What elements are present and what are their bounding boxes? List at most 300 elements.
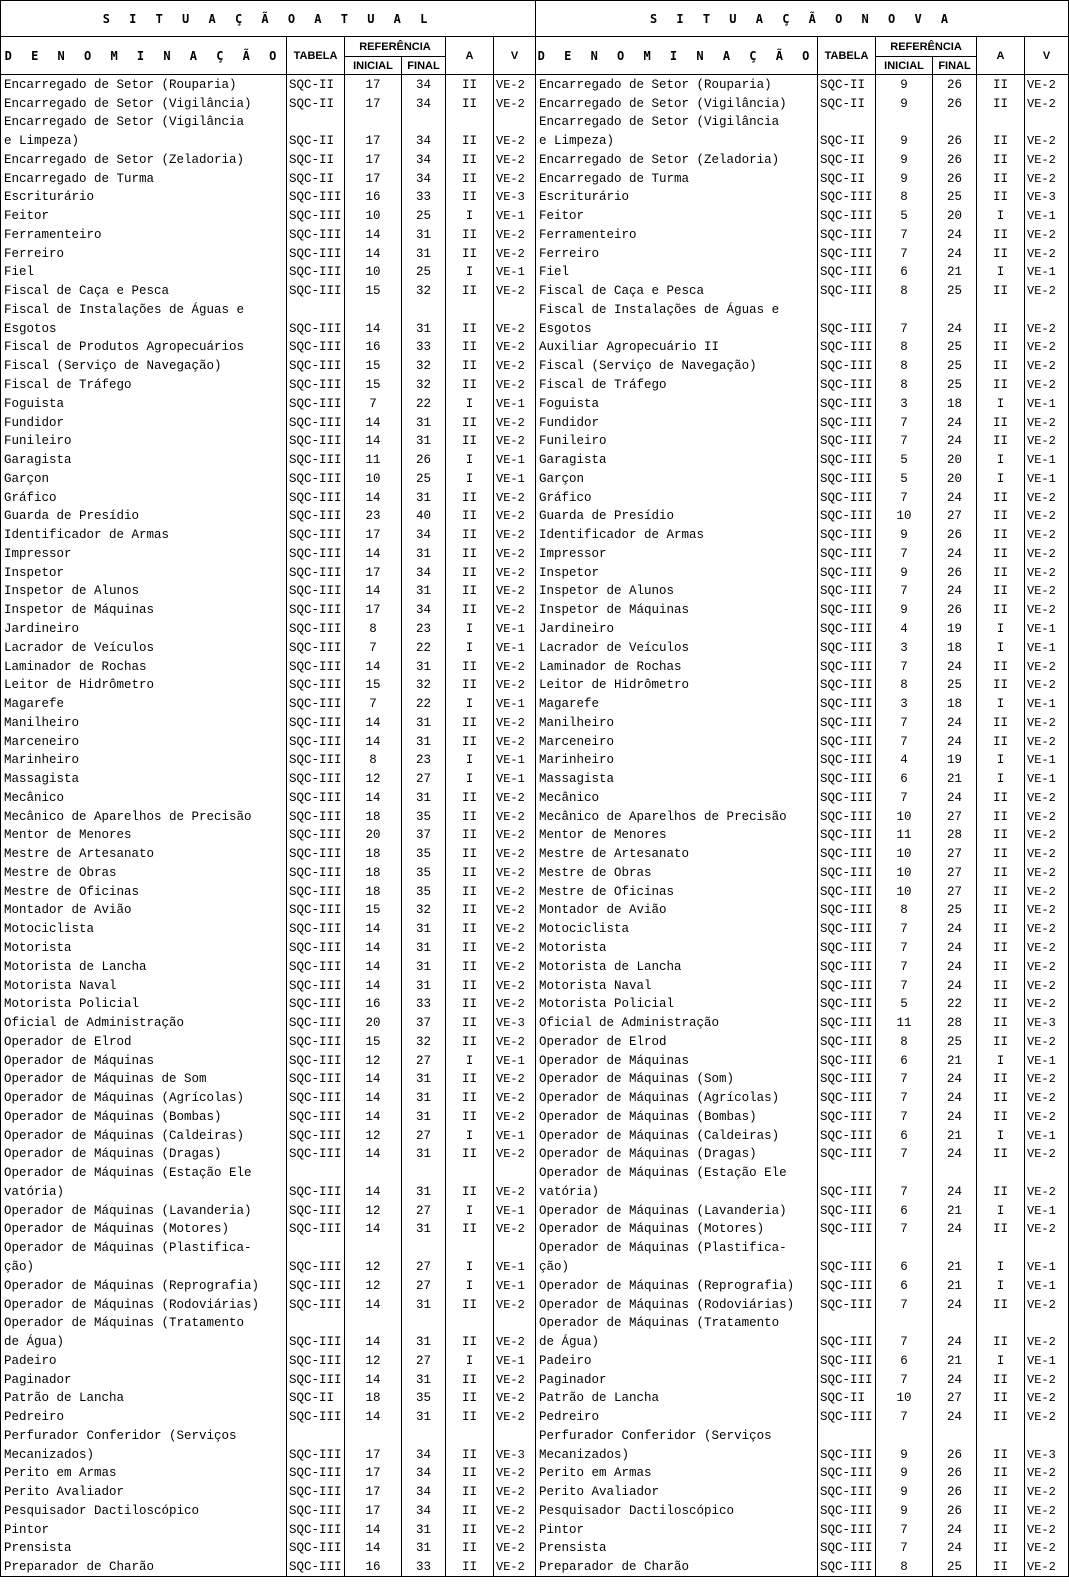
ref-final-nova-cell: 25 (933, 338, 977, 357)
tabela-atual-cell: SQC-III (287, 1539, 345, 1558)
a-nova-cell: I (977, 263, 1025, 282)
a-atual-cell: II (446, 1332, 494, 1351)
v-atual-cell: VE-1 (494, 769, 536, 788)
v-nova-cell: VE-2 (1025, 1520, 1069, 1539)
denominacao-nova-cell: Oficial de Administração (536, 1013, 818, 1032)
tabela-nova-cell: SQC-III (818, 1013, 876, 1032)
v-nova-cell: VE-2 (1025, 976, 1069, 995)
tabela-nova-cell: SQC-III (818, 563, 876, 582)
a-atual-cell: II (446, 432, 494, 451)
table-row (1, 1314, 1069, 1333)
a-nova-cell: II (977, 1088, 1025, 1107)
v-nova-cell: VE-2 (1025, 938, 1069, 957)
table-row (1, 1145, 1069, 1164)
a-nova-cell: II (977, 1445, 1025, 1464)
denominacao-atual-cell: Funileiro (1, 432, 287, 451)
denominacao-atual-cell: Lacrador de Veículos (1, 638, 287, 657)
table-row (1, 1013, 1069, 1032)
v-atual-cell: VE-2 (494, 995, 536, 1014)
tabela-nova-cell: SQC-III (818, 244, 876, 263)
a-atual-cell (446, 300, 494, 319)
ref-inicial-nova-cell: 7 (876, 732, 933, 751)
ref-inicial-atual-cell: 14 (345, 919, 402, 938)
ref-final-atual-cell: 33 (402, 338, 446, 357)
tabela-nova-cell: SQC-III (818, 1220, 876, 1239)
denominacao-atual-cell: Operador de Máquinas (Caldeiras) (1, 1126, 287, 1145)
v-atual-cell: VE-3 (494, 1445, 536, 1464)
v-nova-cell: VE-1 (1025, 694, 1069, 713)
table-row (1, 919, 1069, 938)
ref-final-atual-cell: 23 (402, 619, 446, 638)
v-atual-cell: VE-2 (494, 1332, 536, 1351)
tabela-nova-cell: SQC-III (818, 1520, 876, 1539)
a-atual-cell: II (446, 1501, 494, 1520)
ref-inicial-nova-cell: 8 (876, 356, 933, 375)
ref-final-nova-cell: 21 (933, 1201, 977, 1220)
ref-inicial-nova-cell: 5 (876, 469, 933, 488)
ref-final-atual-cell: 22 (402, 694, 446, 713)
denominacao-atual-cell: Oficial de Administração (1, 1013, 287, 1032)
ref-inicial-atual-cell: 16 (345, 995, 402, 1014)
denominacao-nova-cell: Leitor de Hidrômetro (536, 676, 818, 695)
tabela-nova-cell: SQC-III (818, 600, 876, 619)
a-nova-cell: II (977, 1107, 1025, 1126)
v-atual-cell: VE-1 (494, 263, 536, 282)
denominacao-atual-cell: Massagista (1, 769, 287, 788)
tabela-atual-cell: SQC-III (287, 188, 345, 207)
denominacao-atual-cell: Mestre de Obras (1, 863, 287, 882)
ref-inicial-nova-cell: 7 (876, 1520, 933, 1539)
a-nova-cell: I (977, 638, 1025, 657)
ref-final-nova-cell: 24 (933, 413, 977, 432)
table-row (1, 676, 1069, 695)
v-atual-cell (494, 113, 536, 132)
ref-final-atual-cell: 23 (402, 751, 446, 770)
denominacao-atual-cell: Fiscal de Caça e Pesca (1, 281, 287, 300)
a-nova-cell: II (977, 657, 1025, 676)
ref-final-nova-cell: 26 (933, 1501, 977, 1520)
v-header-nova: V (1025, 37, 1069, 75)
table-row (1, 1051, 1069, 1070)
tabela-nova-cell: SQC-III (818, 1070, 876, 1089)
tabela-nova-cell: SQC-III (818, 1332, 876, 1351)
ref-final-nova-cell: 21 (933, 263, 977, 282)
ref-inicial-atual-cell: 14 (345, 319, 402, 338)
ref-inicial-nova-cell: 7 (876, 713, 933, 732)
denominacao-atual-cell: Perito em Armas (1, 1464, 287, 1483)
table-row (1, 1295, 1069, 1314)
table-row (1, 826, 1069, 845)
v-nova-cell: VE-2 (1025, 826, 1069, 845)
denominacao-atual-cell: Esgotos (1, 319, 287, 338)
a-atual-cell: II (446, 676, 494, 695)
v-atual-cell: VE-2 (494, 1220, 536, 1239)
a-atual-cell: II (446, 563, 494, 582)
a-atual-cell: II (446, 826, 494, 845)
ref-inicial-nova-cell: 3 (876, 638, 933, 657)
ref-final-nova-cell: 27 (933, 507, 977, 526)
denominacao-nova-cell: Esgotos (536, 319, 818, 338)
ref-final-atual-cell: 31 (402, 1182, 446, 1201)
ref-inicial-atual-cell: 10 (345, 263, 402, 282)
denominacao-nova-cell: Operador de Máquinas (Bombas) (536, 1107, 818, 1126)
table-row (1, 1445, 1069, 1464)
ref-inicial-nova-cell: 7 (876, 1295, 933, 1314)
ref-final-atual-cell: 26 (402, 450, 446, 469)
v-nova-cell: VE-1 (1025, 1351, 1069, 1370)
table-row (1, 450, 1069, 469)
table-row (1, 1482, 1069, 1501)
ref-final-atual-cell: 32 (402, 901, 446, 920)
ref-inicial-atual-cell: 7 (345, 638, 402, 657)
v-nova-cell: VE-1 (1025, 619, 1069, 638)
ref-final-nova-cell: 24 (933, 957, 977, 976)
a-atual-cell: II (446, 375, 494, 394)
v-atual-cell: VE-2 (494, 582, 536, 601)
ref-final-nova-cell: 24 (933, 732, 977, 751)
a-nova-cell (977, 1314, 1025, 1333)
denominacao-nova-cell: Fiscal (Serviço de Navegação) (536, 356, 818, 375)
v-atual-cell: VE-2 (494, 901, 536, 920)
tabela-atual-cell: SQC-III (287, 338, 345, 357)
tabela-atual-cell (287, 1314, 345, 1333)
tabela-nova-cell: SQC-III (818, 356, 876, 375)
a-atual-cell: II (446, 356, 494, 375)
denominacao-nova-cell: Inspetor (536, 563, 818, 582)
a-nova-cell: II (977, 169, 1025, 188)
v-nova-cell: VE-2 (1025, 1088, 1069, 1107)
a-nova-cell: II (977, 995, 1025, 1014)
ref-inicial-nova-cell: 7 (876, 1370, 933, 1389)
ref-inicial-atual-cell: 18 (345, 863, 402, 882)
tabela-nova-cell: SQC-III (818, 544, 876, 563)
denominacao-nova-cell: Marceneiro (536, 732, 818, 751)
ref-inicial-nova-cell: 5 (876, 206, 933, 225)
a-nova-cell: II (977, 1464, 1025, 1483)
a-nova-cell: II (977, 225, 1025, 244)
tabela-nova-cell: SQC-III (818, 1501, 876, 1520)
denominacao-atual-cell: Encarregado de Setor (Zeladoria) (1, 150, 287, 169)
a-atual-cell: II (446, 863, 494, 882)
tabela-atual-cell: SQC-III (287, 657, 345, 676)
tabela-nova-cell: SQC-III (818, 338, 876, 357)
ref-final-atual-cell: 34 (402, 169, 446, 188)
ref-inicial-nova-cell (876, 1314, 933, 1333)
tabela-header-nova: TABELA (818, 37, 876, 75)
v-atual-cell: VE-2 (494, 319, 536, 338)
a-atual-cell: II (446, 976, 494, 995)
ref-final-nova-cell (933, 1314, 977, 1333)
a-atual-cell: II (446, 488, 494, 507)
table-row (1, 356, 1069, 375)
v-nova-cell: VE-2 (1025, 413, 1069, 432)
tabela-atual-cell: SQC-III (287, 394, 345, 413)
ref-final-atual-cell: 31 (402, 713, 446, 732)
denominacao-nova-cell: Perito Avaliador (536, 1482, 818, 1501)
tabela-nova-cell: SQC-III (818, 281, 876, 300)
v-nova-cell: VE-2 (1025, 582, 1069, 601)
table-row (1, 206, 1069, 225)
denominacao-atual-cell: Foguista (1, 394, 287, 413)
denominacao-nova-cell: Massagista (536, 769, 818, 788)
tabela-nova-cell: SQC-III (818, 375, 876, 394)
denominacao-nova-cell: Mecânico (536, 788, 818, 807)
a-nova-cell: II (977, 1501, 1025, 1520)
ref-inicial-atual-cell: 14 (345, 1088, 402, 1107)
tabela-nova-cell: SQC-III (818, 882, 876, 901)
v-nova-cell (1025, 1163, 1069, 1182)
a-nova-cell: II (977, 976, 1025, 995)
ref-inicial-nova-cell: 10 (876, 807, 933, 826)
denominacao-atual-cell: Pedreiro (1, 1407, 287, 1426)
denominacao-atual-cell: Operador de Máquinas (Plastifica- (1, 1238, 287, 1257)
ref-inicial-atual-cell: 17 (345, 1482, 402, 1501)
v-atual-cell: VE-2 (494, 938, 536, 957)
v-atual-cell: VE-2 (494, 1539, 536, 1558)
ref-final-atual-cell: 22 (402, 394, 446, 413)
ref-inicial-atual-cell: 14 (345, 976, 402, 995)
ref-inicial-atual-cell: 14 (345, 1407, 402, 1426)
a-atual-cell: I (446, 469, 494, 488)
tabela-atual-cell: SQC-III (287, 938, 345, 957)
tabela-nova-cell: SQC-III (818, 432, 876, 451)
a-nova-cell (977, 300, 1025, 319)
ref-final-atual-cell: 31 (402, 732, 446, 751)
denominacao-nova-cell: Padeiro (536, 1351, 818, 1370)
denominacao-nova-cell: Motorista (536, 938, 818, 957)
denominacao-nova-cell: Manilheiro (536, 713, 818, 732)
ref-final-atual-cell: 31 (402, 244, 446, 263)
ref-final-nova-cell: 26 (933, 75, 977, 94)
v-nova-cell: VE-2 (1025, 1295, 1069, 1314)
v-atual-cell (494, 1163, 536, 1182)
ref-final-atual-cell: 31 (402, 788, 446, 807)
a-nova-cell: II (977, 413, 1025, 432)
a-atual-cell: II (446, 1220, 494, 1239)
ref-final-nova-cell: 21 (933, 1257, 977, 1276)
denominacao-atual-cell: Gráfico (1, 488, 287, 507)
v-nova-cell: VE-2 (1025, 225, 1069, 244)
denominacao-atual-cell: Fiscal de Tráfego (1, 375, 287, 394)
table-row (1, 300, 1069, 319)
a-atual-cell (446, 1238, 494, 1257)
ref-inicial-nova-cell: 7 (876, 1220, 933, 1239)
v-atual-cell (494, 300, 536, 319)
denominacao-atual-cell: Fiel (1, 263, 287, 282)
a-atual-cell: II (446, 225, 494, 244)
ref-final-atual-cell: 31 (402, 919, 446, 938)
v-atual-cell: VE-1 (494, 619, 536, 638)
a-nova-cell: II (977, 1389, 1025, 1408)
denominacao-nova-cell: Pedreiro (536, 1407, 818, 1426)
ref-inicial-atual-cell: 16 (345, 1557, 402, 1576)
denominacao-nova-cell: Fiscal de Instalações de Águas e (536, 300, 818, 319)
v-atual-cell: VE-2 (494, 1557, 536, 1576)
v-nova-cell: VE-2 (1025, 882, 1069, 901)
table-row (1, 957, 1069, 976)
table-row (1, 638, 1069, 657)
tabela-nova-cell: SQC-II (818, 1389, 876, 1408)
tabela-atual-cell: SQC-II (287, 150, 345, 169)
table-row (1, 1426, 1069, 1445)
a-nova-cell: II (977, 507, 1025, 526)
v-atual-cell: VE-2 (494, 1389, 536, 1408)
denominacao-atual-cell: Perfurador Conferidor (Serviços (1, 1426, 287, 1445)
ref-inicial-atual-cell: 12 (345, 1351, 402, 1370)
tabela-atual-cell: SQC-III (287, 713, 345, 732)
ref-inicial-nova-cell: 6 (876, 1126, 933, 1145)
a-nova-cell: II (977, 1407, 1025, 1426)
ref-inicial-nova-cell: 9 (876, 75, 933, 94)
denominacao-atual-cell: Operador de Elrod (1, 1032, 287, 1051)
a-nova-cell: II (977, 1032, 1025, 1051)
v-nova-cell: VE-2 (1025, 919, 1069, 938)
v-atual-cell: VE-2 (494, 356, 536, 375)
v-nova-cell (1025, 1238, 1069, 1257)
tabela-nova-cell: SQC-III (818, 450, 876, 469)
ref-inicial-atual-cell: 14 (345, 488, 402, 507)
ref-inicial-atual-cell: 18 (345, 844, 402, 863)
denominacao-nova-cell: Guarda de Presídio (536, 507, 818, 526)
v-atual-cell: VE-2 (494, 1032, 536, 1051)
tabela-atual-cell: SQC-III (287, 225, 345, 244)
a-nova-cell: II (977, 1220, 1025, 1239)
ref-inicial-nova-cell: 7 (876, 544, 933, 563)
ref-inicial-nova-cell: 6 (876, 1201, 933, 1220)
table-row (1, 694, 1069, 713)
v-atual-cell: VE-1 (494, 1257, 536, 1276)
ref-inicial-atual-cell: 14 (345, 1539, 402, 1558)
a-atual-cell: II (446, 188, 494, 207)
denominacao-atual-cell: Encarregado de Setor (Vigilância) (1, 94, 287, 113)
table-row (1, 1501, 1069, 1520)
ref-inicial-atual-cell: 14 (345, 938, 402, 957)
table-row (1, 901, 1069, 920)
ref-final-nova-cell: 24 (933, 713, 977, 732)
a-atual-cell: II (446, 94, 494, 113)
a-nova-cell: II (977, 525, 1025, 544)
table-row (1, 751, 1069, 770)
a-atual-cell: I (446, 619, 494, 638)
a-nova-cell: II (977, 600, 1025, 619)
ref-inicial-nova-cell: 5 (876, 450, 933, 469)
a-nova-cell: II (977, 188, 1025, 207)
tabela-nova-cell (818, 1426, 876, 1445)
v-nova-cell: VE-1 (1025, 1257, 1069, 1276)
v-nova-cell: VE-2 (1025, 150, 1069, 169)
table-row (1, 976, 1069, 995)
ref-inicial-nova-cell: 8 (876, 375, 933, 394)
ref-inicial-atual-cell: 16 (345, 338, 402, 357)
tabela-atual-cell: SQC-III (287, 976, 345, 995)
denominacao-atual-cell: Operador de Máquinas de Som (1, 1070, 287, 1089)
tabela-atual-cell: SQC-III (287, 450, 345, 469)
a-nova-cell: II (977, 563, 1025, 582)
tabela-nova-cell: SQC-III (818, 188, 876, 207)
v-nova-cell: VE-2 (1025, 788, 1069, 807)
situacao-atual-header: S I T U A Ç Ã O A T U A L (1, 1, 536, 37)
denominacao-nova-cell: Mestre de Obras (536, 863, 818, 882)
denominacao-atual-cell: Encarregado de Turma (1, 169, 287, 188)
a-atual-cell: II (446, 732, 494, 751)
denominacao-atual-cell: Mecanizados) (1, 1445, 287, 1464)
v-atual-cell: VE-1 (494, 751, 536, 770)
tabela-nova-cell: SQC-III (818, 619, 876, 638)
denominacao-atual-cell: Padeiro (1, 1351, 287, 1370)
ref-inicial-nova-cell: 7 (876, 1088, 933, 1107)
tabela-atual-cell: SQC-III (287, 957, 345, 976)
ref-final-atual-cell: 34 (402, 1464, 446, 1483)
denominacao-nova-cell: Operador de Máquinas (Caldeiras) (536, 1126, 818, 1145)
tabela-nova-cell (818, 113, 876, 132)
tabela-nova-cell: SQC-III (818, 844, 876, 863)
tabela-nova-cell: SQC-III (818, 1539, 876, 1558)
a-atual-cell: II (446, 1389, 494, 1408)
denominacao-atual-cell: Operador de Máquinas (Bombas) (1, 1107, 287, 1126)
ref-inicial-nova-cell: 3 (876, 394, 933, 413)
denominacao-atual-cell: Escriturário (1, 188, 287, 207)
denominacao-atual-cell: Operador de Máquinas (Reprografia) (1, 1276, 287, 1295)
a-nova-cell: II (977, 244, 1025, 263)
ref-final-atual-cell: 25 (402, 469, 446, 488)
a-atual-cell: II (446, 1107, 494, 1126)
denominacao-nova-cell: Feitor (536, 206, 818, 225)
a-atual-cell: I (446, 206, 494, 225)
v-nova-cell: VE-2 (1025, 131, 1069, 150)
table-row (1, 488, 1069, 507)
table-row (1, 75, 1069, 94)
a-nova-cell (977, 1426, 1025, 1445)
ref-final-nova-cell (933, 300, 977, 319)
a-nova-cell: I (977, 1201, 1025, 1220)
denominacao-atual-cell: Jardineiro (1, 619, 287, 638)
denominacao-nova-cell: Fiscal de Tráfego (536, 375, 818, 394)
tabela-atual-cell: SQC-III (287, 563, 345, 582)
denominacao-nova-cell: Mestre de Oficinas (536, 882, 818, 901)
v-atual-cell: VE-2 (494, 807, 536, 826)
ref-final-nova-cell: 26 (933, 600, 977, 619)
ref-inicial-atual-cell: 16 (345, 188, 402, 207)
tabela-atual-cell: SQC-III (287, 751, 345, 770)
ref-final-nova-cell: 22 (933, 995, 977, 1014)
tabela-atual-cell: SQC-III (287, 1351, 345, 1370)
ref-final-atual-cell: 34 (402, 131, 446, 150)
ref-inicial-atual-cell: 17 (345, 75, 402, 94)
ref-inicial-atual-cell: 17 (345, 525, 402, 544)
denominacao-atual-cell: Inspetor (1, 563, 287, 582)
tabela-atual-cell: SQC-III (287, 901, 345, 920)
ref-final-nova-cell: 24 (933, 657, 977, 676)
tabela-atual-cell: SQC-III (287, 882, 345, 901)
table-row (1, 1520, 1069, 1539)
v-atual-cell: VE-2 (494, 1407, 536, 1426)
ref-inicial-nova-cell: 4 (876, 751, 933, 770)
ref-inicial-nova-cell: 5 (876, 995, 933, 1014)
tabela-nova-cell: SQC-III (818, 469, 876, 488)
a-nova-cell: II (977, 844, 1025, 863)
tabela-atual-cell (287, 1426, 345, 1445)
a-atual-cell: II (446, 600, 494, 619)
tabela-nova-cell: SQC-III (818, 751, 876, 770)
table-row (1, 1238, 1069, 1257)
ref-final-atual-cell: 31 (402, 1520, 446, 1539)
v-nova-cell: VE-2 (1025, 1407, 1069, 1426)
denominacao-nova-cell: Fiel (536, 263, 818, 282)
ref-inicial-atual-cell: 15 (345, 375, 402, 394)
v-nova-cell: VE-1 (1025, 469, 1069, 488)
ref-final-nova-cell: 24 (933, 1295, 977, 1314)
ref-final-atual-cell: 32 (402, 356, 446, 375)
